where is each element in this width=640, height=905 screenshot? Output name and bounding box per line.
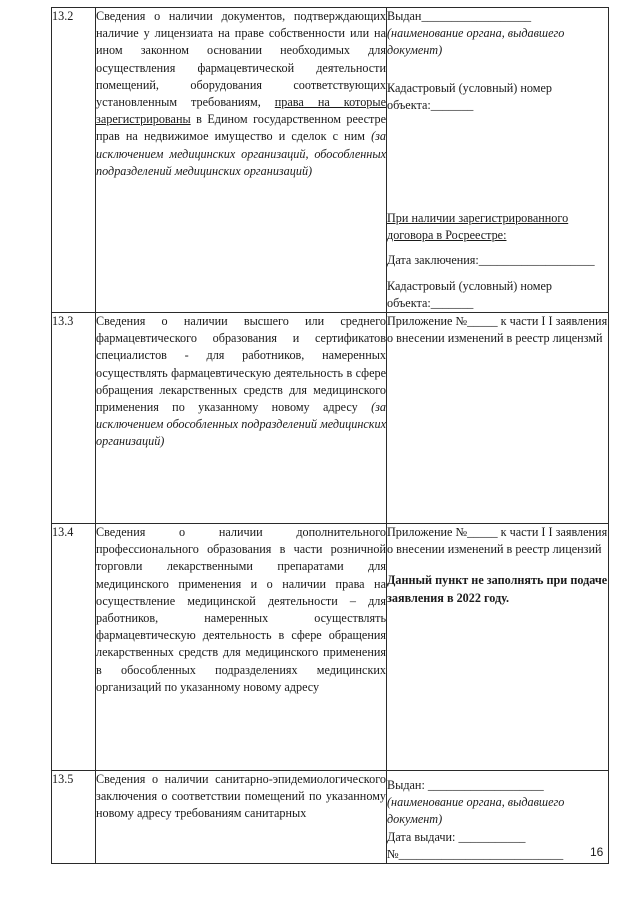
row-number: 13.2 xyxy=(52,8,96,313)
row-description: Сведения о наличии санитарно-эпидемиологического заключения о соответствии помещений по указанному новому адресу требованиям санитарных xyxy=(96,771,387,864)
row-value xyxy=(387,771,609,864)
issuer-note: (наименование органа, выдавшего документ) xyxy=(387,26,565,58)
number-field: №___________________________ xyxy=(387,846,564,861)
cadastral-label: Кадастровый (условный) номер xyxy=(387,278,553,293)
registered-contract-label: При наличии зарегистрированного договора в Росреестре: xyxy=(387,211,569,243)
row-description: Сведения о наличии высшего или среднего фармацевтического образования и сертификатов специалистов - для работников, намеренных осуществлять фармацевтическую деятельность в сфере обращения лекарственных средств для медицинского применения по указанному новому адресу (за исключением обособленных подразделений медицинских организаций) xyxy=(96,313,387,524)
issue-date-field: Дата выдачи: ___________ xyxy=(387,829,526,844)
conclusion-date-field: Дата заключения:___________________ xyxy=(387,253,595,268)
issued-by-field: Выдан: ___________________ xyxy=(387,778,544,793)
row-number: 13.3 xyxy=(52,313,96,524)
table-row xyxy=(52,8,609,313)
appendix-field: Приложение №_____ к части I I заявления о внесении изменений в реестр лицензмй xyxy=(387,314,608,346)
table-row xyxy=(52,524,609,771)
row-description: Сведения о наличии документов, подтверждающих наличие у лицензиата на праве собственности или на ином законном основании необходимых для осуществления фармацевтической деятельности помещений, оборудования соответствующих установленным требованиям, права на которые зарегистрированы в Едином государственном реестре прав на недвижимое имущество и сделок с ним (за исключением медицинских организаций, обособленных подразделений медицинских организаций) xyxy=(96,8,387,313)
row-value xyxy=(387,313,609,524)
form-table xyxy=(51,7,609,864)
cadastral-label: Кадастровый (условный) номер xyxy=(387,80,553,95)
row-value xyxy=(387,524,609,771)
row-number: 13.4 xyxy=(52,524,96,771)
table-row xyxy=(52,313,609,524)
fill-note: Данный пункт не заполнять при подаче заявления в 2022 году. xyxy=(387,573,608,605)
row-number: 13.5 xyxy=(52,771,96,864)
issuer-note: (наименование органа, выдавшего документ) xyxy=(387,795,565,827)
object-field: объекта:_______ xyxy=(387,97,474,112)
issued-by-field: Выдан__________________ xyxy=(387,9,532,23)
row-description: Сведения о наличии дополнительного профессионального образования в части розничной торговли лекарственными препаратами для медицинского применения и о наличии права на осуществление медицинской деятельности – для работников, намеренных осуществлять фармацевтическую деятельность в сфере обращения лекарственных средств для медицинского применения в обособленных подразделениях медицинских организаций по указанному новому адресу xyxy=(96,524,387,771)
page-number: 16 xyxy=(590,845,604,859)
object-field: объекта:_______ xyxy=(387,295,474,310)
appendix-field: Приложение №_____ к части I I заявления о внесении изменений в реестр лицензий xyxy=(387,525,608,557)
row-value xyxy=(387,8,609,313)
table-row xyxy=(52,771,609,864)
